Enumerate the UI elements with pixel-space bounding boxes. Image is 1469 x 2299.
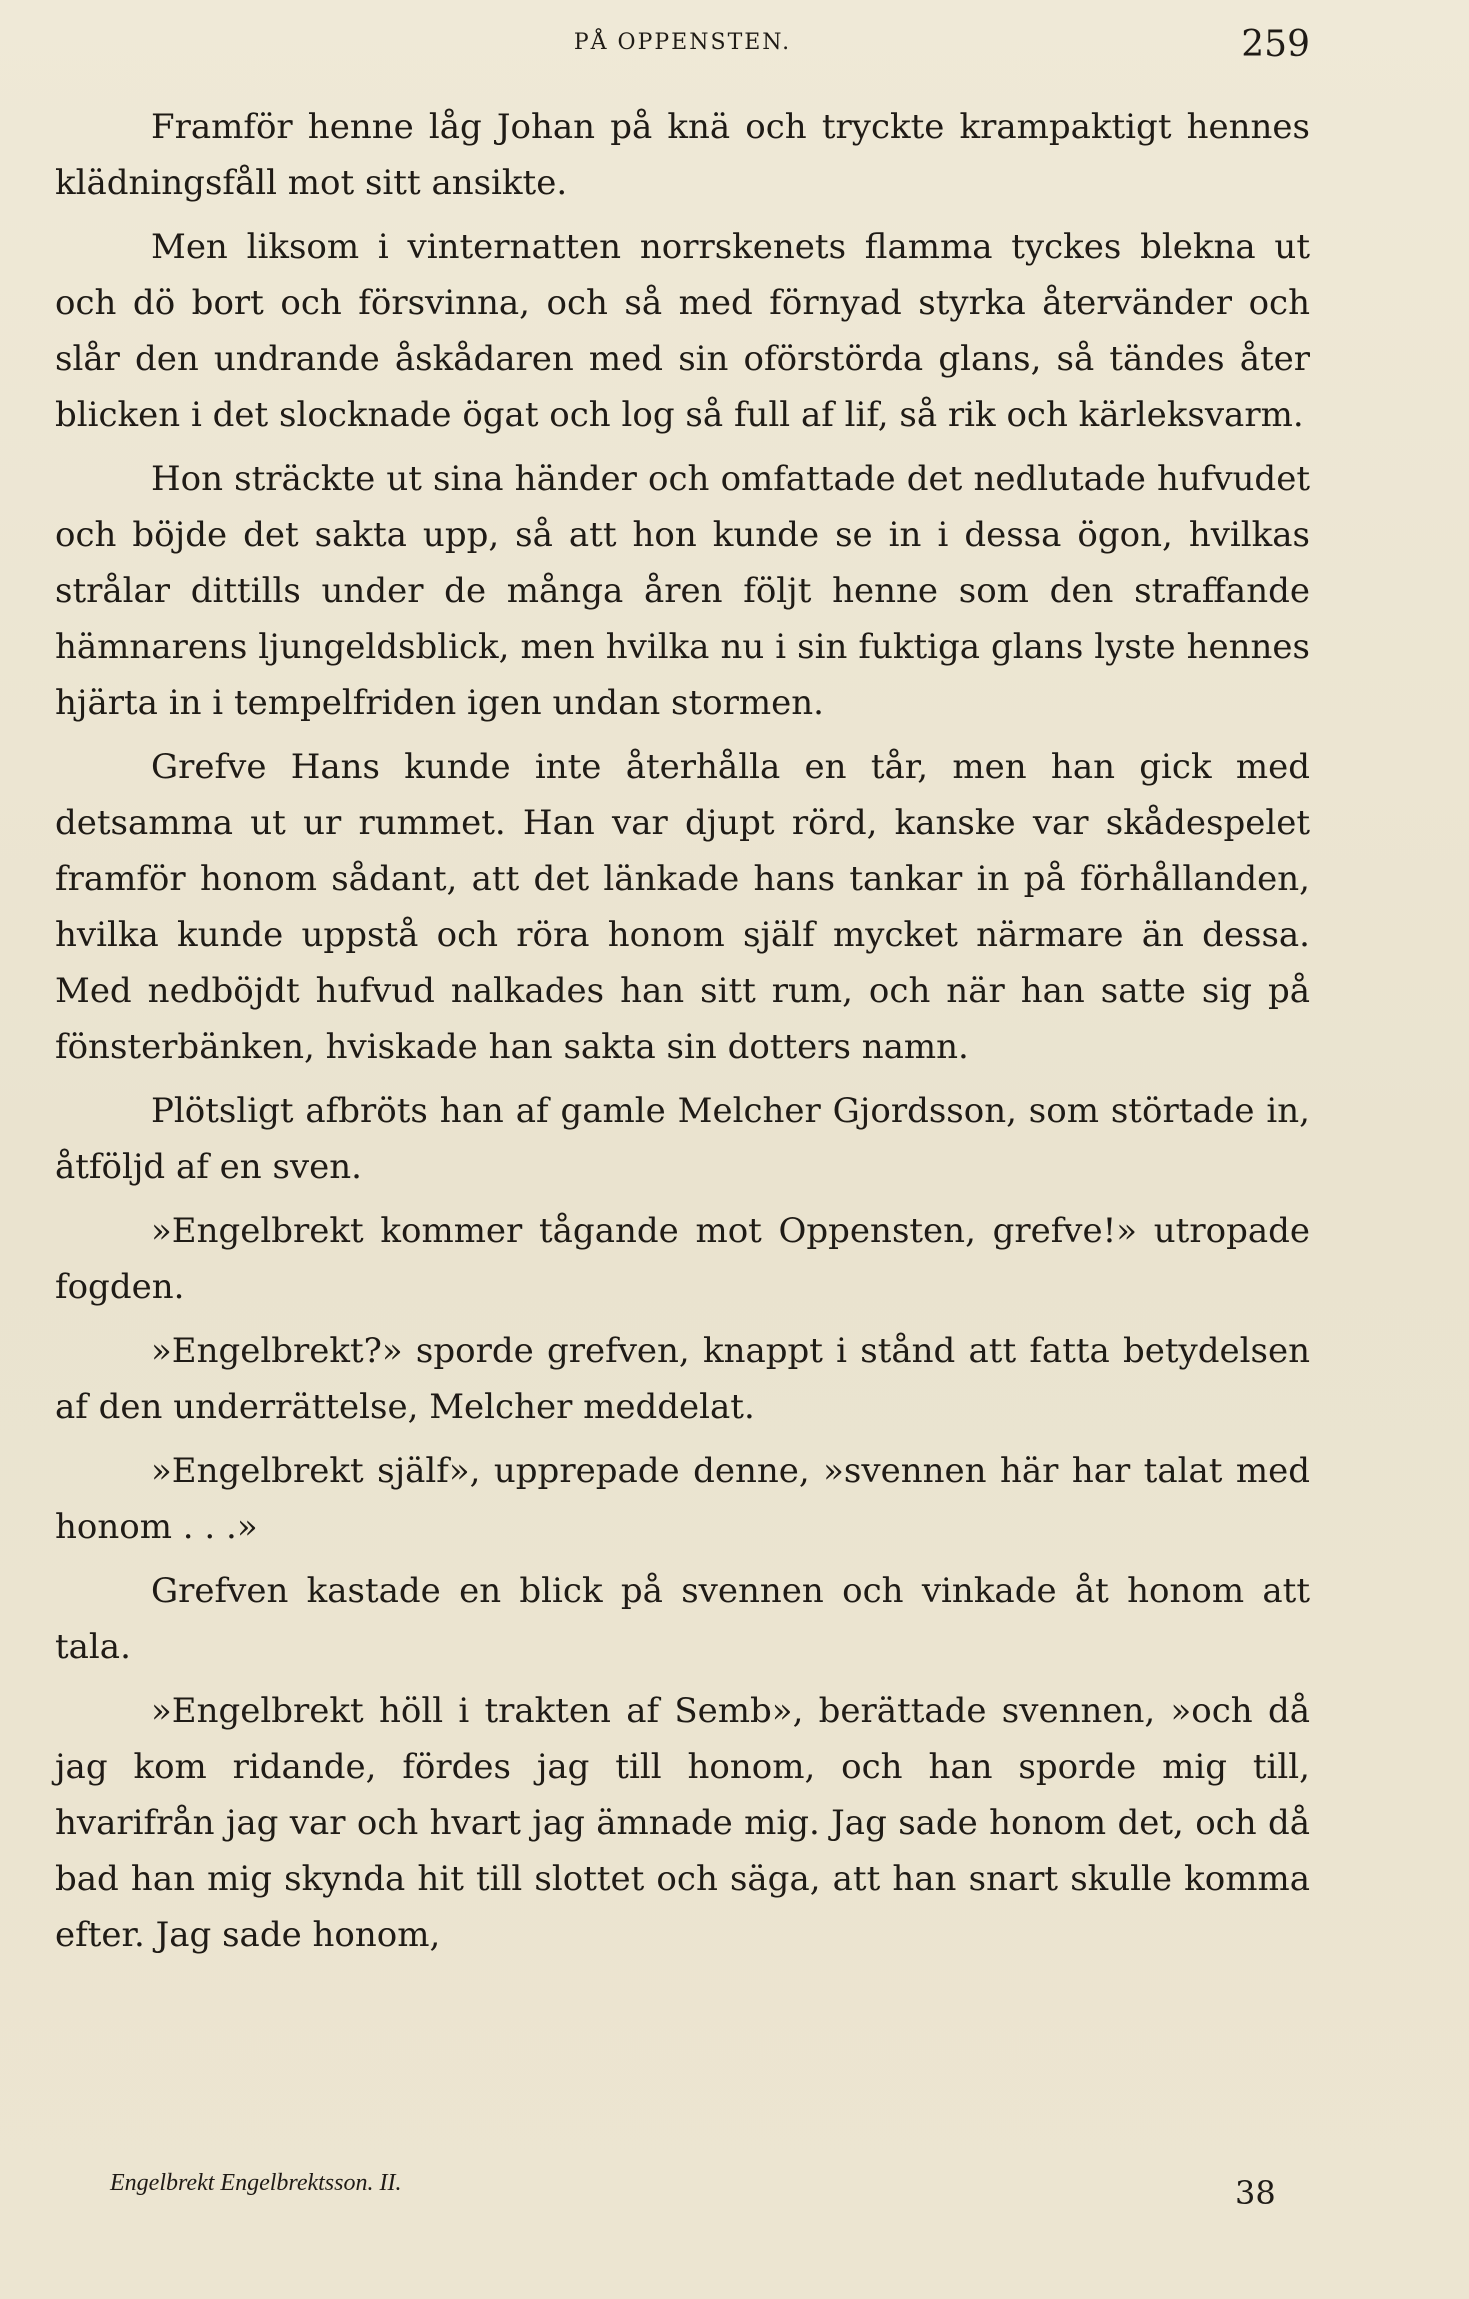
page-number: 259 bbox=[1241, 24, 1310, 65]
body-text bbox=[55, 99, 1310, 2149]
paragraph: »Engelbrekt höll i trakten af Semb», berättade svennen, »och då jag kom ridande, fördes jag till honom, och han sporde mig till, hvarifrån jag var och hvart jag ämnade mig. Jag sade honom det, och då bad han mig skynda hit till slottet och säga, att han snart skulle komma efter. Jag sade honom, bbox=[55, 1691, 1310, 1955]
paragraph: Grefve Hans kunde inte återhålla en tår, men han gick med detsamma ut ur rummet. Han var djupt rörd, kanske var skådespelet framför honom sådant, att det länkade hans tankar in på förhållanden, hvilka kunde uppstå och röra honom själf mycket närmare än dessa. Med nedböjdt hufvud nalkades han sitt rum, och när han satte sig på fönsterbänken, hviskade han sakta sin dotters namn. bbox=[55, 747, 1310, 1067]
paragraph: »Engelbrekt kommer tågande mot Oppensten, grefve!» utropade fogden. bbox=[55, 1211, 1310, 1307]
paragraph: »Engelbrekt?» sporde grefven, knappt i stånd att fatta betydelsen af den underrättelse, Melcher meddelat. bbox=[55, 1331, 1310, 1427]
footer-title: Engelbrekt Engelbrektsson. II. bbox=[110, 2170, 402, 2196]
page-footer bbox=[55, 2162, 1310, 2212]
running-header bbox=[55, 24, 1310, 68]
paragraph: Hon sträckte ut sina händer och omfattade det nedlutade hufvudet och böjde det sakta upp, så att hon kunde se in i dessa ögon, hvilkas strålar dittills under de många åren följt henne som den straffande hämnarens ljungeldsblick, men hvilka nu i sin fuktiga glans lyste hennes hjärta in i tempelfriden igen undan stormen. bbox=[55, 459, 1310, 723]
signature-mark: 38 bbox=[1235, 2174, 1276, 2212]
paragraph: Men liksom i vinternatten norrskenets flamma tyckes blekna ut och dö bort och försvinna, och så med förnyad styrka återvänder och slår den undrande åskådaren med sin oförstörda glans, så tändes åter blicken i det slocknade ögat och log så full af lif, så rik och kärleksvarm. bbox=[55, 227, 1310, 435]
paragraph: Plötsligt afbröts han af gamle Melcher Gjordsson, som störtade in, åtföljd af en sven. bbox=[55, 1091, 1310, 1187]
paragraph: »Engelbrekt själf», upprepade denne, »svennen här har talat med honom . . .» bbox=[55, 1451, 1310, 1547]
paragraph: Framför henne låg Johan på knä och tryckte krampaktigt hennes klädningsfåll mot sitt ansikte. bbox=[55, 107, 1310, 203]
paragraph: Grefven kastade en blick på svennen och vinkade åt honom att tala. bbox=[55, 1571, 1310, 1667]
running-title: PÅ OPPENSTEN. bbox=[573, 30, 792, 55]
